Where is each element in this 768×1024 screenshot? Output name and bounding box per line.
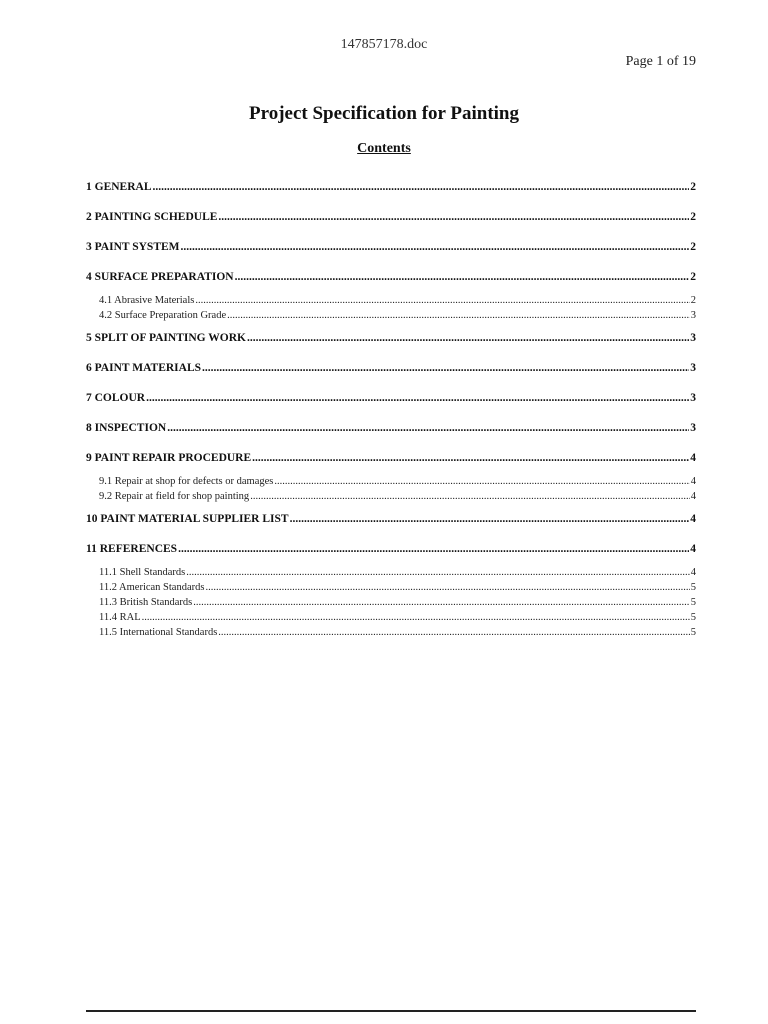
toc-subentry-page: 4 — [690, 476, 696, 487]
toc-subentry-label: 4.2 Surface Preparation Grade — [99, 310, 227, 321]
toc-subentry-label: 11.2 American Standards — [99, 582, 205, 593]
toc-entry[interactable] — [86, 542, 696, 557]
toc-subentry-label: 11.5 International Standards — [99, 627, 218, 638]
toc-entry-label: 4 SURFACE PREPARATION — [86, 271, 234, 283]
toc-entry[interactable] — [86, 240, 696, 255]
page-number: Page 1 of 19 — [625, 54, 696, 69]
toc-entry[interactable] — [86, 391, 696, 406]
toc-entry-page: 4 — [690, 452, 696, 464]
toc-subentry[interactable] — [86, 308, 696, 323]
toc-subentry-page: 3 — [690, 310, 696, 321]
toc-leader-dots — [205, 580, 689, 595]
toc-leader-dots — [167, 421, 689, 436]
toc-subentry-label: 11.3 British Standards — [99, 597, 193, 608]
toc-entry-label: 11 REFERENCES — [86, 543, 178, 555]
toc-entry-label: 6 PAINT MATERIALS — [86, 362, 202, 374]
toc-subentry-label: 11.1 Shell Standards — [99, 567, 186, 578]
toc-subentry-page: 4 — [690, 491, 696, 502]
footer-divider — [86, 1010, 696, 1012]
toc-entry-page: 4 — [690, 513, 696, 525]
toc-entry[interactable] — [86, 180, 696, 195]
toc-leader-dots — [218, 210, 689, 225]
toc-subentry-page: 5 — [690, 612, 696, 623]
toc-leader-dots — [218, 625, 689, 640]
toc-leader-dots — [235, 270, 690, 285]
toc-subentry[interactable] — [86, 489, 696, 504]
toc-subentry-label: 9.1 Repair at shop for defects or damages — [99, 476, 274, 487]
toc-entry-page: 3 — [690, 422, 696, 434]
toc-leader-dots — [178, 542, 689, 557]
toc-subentry-label: 9.2 Repair at field for shop painting — [99, 491, 250, 502]
toc-leader-dots — [195, 293, 689, 308]
toc-entry-page: 3 — [690, 362, 696, 374]
toc-entry-page: 3 — [690, 392, 696, 404]
toc-leader-dots — [186, 565, 690, 580]
toc-entry-page: 2 — [690, 181, 696, 193]
toc-subentry-page: 5 — [690, 597, 696, 608]
toc-subentry-label: 11.4 RAL — [99, 612, 141, 623]
toc-entry[interactable] — [86, 270, 696, 285]
toc-subentry[interactable] — [86, 293, 696, 308]
toc-entry-label: 3 PAINT SYSTEM — [86, 241, 180, 253]
toc-leader-dots — [274, 474, 689, 489]
toc-entry[interactable] — [86, 451, 696, 466]
toc-entry-page: 2 — [690, 211, 696, 223]
toc-leader-dots — [193, 595, 690, 610]
toc-leader-dots — [146, 391, 689, 406]
toc-leader-dots — [250, 489, 690, 504]
toc-leader-dots — [252, 451, 689, 466]
contents-heading: Contents — [357, 141, 411, 156]
table-of-contents — [86, 180, 696, 648]
toc-subentry[interactable] — [86, 625, 696, 640]
toc-subentry[interactable] — [86, 610, 696, 625]
toc-subentry[interactable] — [86, 474, 696, 489]
document-title: Project Specification for Painting — [249, 103, 519, 124]
header-filename: 147857178.doc — [340, 37, 428, 52]
toc-subentry[interactable] — [86, 580, 696, 595]
toc-entry-label: 1 GENERAL — [86, 181, 152, 193]
toc-entry[interactable] — [86, 361, 696, 376]
toc-entry-page: 2 — [690, 271, 696, 283]
toc-leader-dots — [290, 512, 690, 527]
toc-entry[interactable] — [86, 512, 696, 527]
toc-entry-page: 4 — [690, 543, 696, 555]
toc-entry-page: 3 — [690, 332, 696, 344]
toc-leader-dots — [142, 610, 690, 625]
toc-entry-label: 8 INSPECTION — [86, 422, 167, 434]
toc-subentry[interactable] — [86, 595, 696, 610]
toc-leader-dots — [153, 180, 690, 195]
toc-entry-page: 2 — [690, 241, 696, 253]
toc-subentry-page: 5 — [690, 582, 696, 593]
toc-entry-label: 5 SPLIT OF PAINTING WORK — [86, 332, 246, 344]
toc-leader-dots — [202, 361, 689, 376]
toc-entry-label: 2 PAINTING SCHEDULE — [86, 211, 218, 223]
toc-entry-label: 9 PAINT REPAIR PROCEDURE — [86, 452, 252, 464]
toc-leader-dots — [247, 331, 689, 346]
toc-subentry-page: 5 — [690, 627, 696, 638]
toc-subentry-label: 4.1 Abrasive Materials — [99, 295, 195, 306]
toc-leader-dots — [181, 240, 690, 255]
toc-entry-label: 7 COLOUR — [86, 392, 146, 404]
toc-subentry-page: 4 — [690, 567, 696, 578]
toc-leader-dots — [227, 308, 690, 323]
toc-entry[interactable] — [86, 331, 696, 346]
toc-entry-label: 10 PAINT MATERIAL SUPPLIER LIST — [86, 513, 289, 525]
toc-entry[interactable] — [86, 421, 696, 436]
toc-entry[interactable] — [86, 210, 696, 225]
toc-subentry[interactable] — [86, 565, 696, 580]
toc-subentry-page: 2 — [690, 295, 696, 306]
